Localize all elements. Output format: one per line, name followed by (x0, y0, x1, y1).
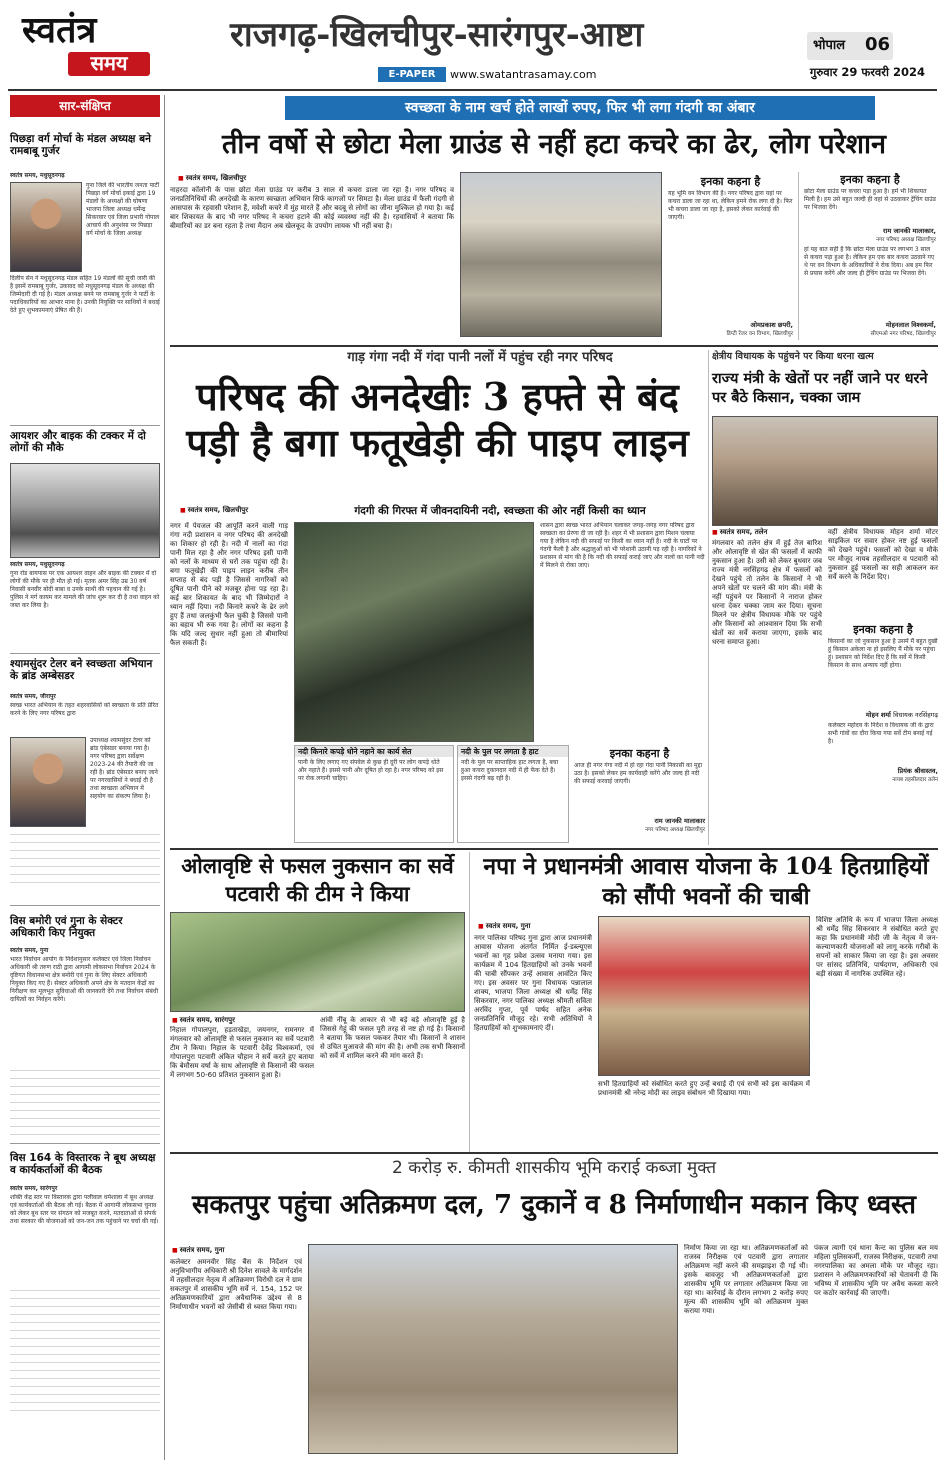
sidebar-item-headline: विस बमोरी एवं गुना के सेक्टर अधिकारी किए नियुक्त (10, 915, 123, 939)
section-rule (170, 345, 938, 347)
quote-title: इनका कहना है (840, 173, 900, 186)
story-hailstorm (170, 852, 465, 1152)
story-headline: ओलावृष्टि से फसल नुकसान का सर्वे पटवारी की टीम ने किया (181, 853, 454, 906)
section-rule (170, 848, 938, 850)
sidebar-item-body-cont (10, 1067, 160, 1137)
story-body: वहीं क्षेत्रीय विधायक मोहन शर्मा मोटर साइकिल पर सवार होकर नष्ट हुई फसलों को देखने पहुंचे। फसलों को देखा व मौके पर मौजूद नायब तहसीलदार व पटवारी को नुकसान हुई फसलों का सही आकलन कर सर्वे करने के निर्देश दिए। (828, 528, 938, 581)
story-body: कलेक्टर अमनवीर सिंह बैंस के निर्देशन एवं अनुविभागीय अधिकारी श्री दिनेश सावले के मार्गदर्शन में तहसीलदार नेतृत्व में अतिक्रमण विरोधी दल ने ग्राम सकतपुर में शासकीय भूमि सर्वे नं. 154, 152 पर अतिक्रमणकारियों द्वारा अवैधानिक उद्देश्य से 8 निर्माणाधीन भवनों को जेसीबी से ध्वस्त किया गया। (170, 1258, 302, 1311)
sidebar-item-body: गुना जिले की भारतीय जनता पार्टी पिछड़ा वर्ग मोर्चा इकाई द्वारा 19 मंडलों के अध्यक्षों की घोषणा भाजपा जिला अध्यक्ष धर्मेन्द्र सिकरवार एवं जिला प्रभारी गोपाल आचार्य की अनुशंसा पर पिछड़ा वर्ग मोर्चा के जिला अध्यक्ष (86, 182, 160, 237)
protest-photo (712, 416, 938, 526)
section-rule (170, 1152, 938, 1154)
quote-body: कलेक्टर महोदय के निर्देश व विधायक जी के द्वारा सभी गांवों का दौरा किया गया सर्वे टीम बनाई गई है। (828, 722, 934, 745)
quote-body: यह भूमि वन विभाग की है। नगर परिषद द्वारा यहां पर कचरा डाला जा रहा था, लेकिन हमने रोक लगा दी है। फिर भी कचरा डाला जा रहा है, इसको लेकर कार्रवाई की जाएगी। (668, 190, 793, 221)
quote-body: आज ही नगर गंगा नदी में हो रहा गंदा पानी निकासी का मुद्दा उठा है। इसको लेकर हम कार्यवाही करेंगे और जल्द ही नदी की सफाई करवाई जाएगी। (574, 762, 703, 785)
sidebar-item-headline: विस 164 के विस्तारक ने बूथ अध्यक्ष व कार्यकर्ताओं की बैठक (10, 1152, 156, 1176)
sidebar-divider (10, 425, 160, 426)
story-headline: नपा ने प्रधानमंत्री आवास योजना के 104 हितग्राहियों को सौंपी भवनों की चाबी (483, 853, 929, 910)
quote-name: ओमप्रकाश छपरी, (750, 321, 793, 329)
key-handover-photo (598, 916, 810, 1076)
sidebar-item-body: शक्ति केंद्र स्तर पर विस्तारक द्वारा पलीवाल धर्मशाला में बूथ अध्यक्ष एवं कार्यकर्ताओं की बैठक ली गई। बैठक में आगामी लोकसभा चुनाव को लेकर बूथ स्तर पर संगठन को मजबूत करने, मतदाताओं से संपर्क तथा सरकार की योजनाओं को जन-जन तक पहुंचाने पर चर्चा की गई। (10, 1194, 159, 1225)
side-box-title: नदी के पुल पर लगता है हाट (458, 746, 568, 757)
sidebar-item-byline: स्वतंत्र समय, मधुसूदनगढ़ (10, 561, 65, 568)
sidebar-item-body-cont (10, 1287, 160, 1417)
story-body: निर्माण किया जा रहा था। अतिक्रमणकर्ताओं को राजस्व निरीक्षक एवं पटवारी द्वारा लगातार अतिक्रमण नहीं करने की समझाइश दी गई थी। इसके बावजूद भी अतिक्रमणकर्ताओं द्वारा शासकीय भूमि पर लगातार अतिक्रमण किया जा रहा था। कार्रवाई के दौरान लगभग 2 करोड़ रुपए मूल्य की शासकीय भूमि को अतिक्रमण मुक्त कराया गया। (684, 1244, 808, 1315)
side-box-body: नदी के पुल पर साप्ताहिक हाट लगता है, बचा हुआ कचरा दुकानदार नदी में ही फेंक देते हैं। इससे गंदगी बढ़ रही है। (461, 759, 559, 782)
sidebar-divider (10, 1143, 160, 1144)
quote-designation: नगर परिषद अध्यक्ष खिलचीपुर (876, 237, 936, 243)
side-box (457, 745, 569, 843)
quote-name: राम जानकी मालाकार (654, 817, 705, 825)
epaper-strip (378, 67, 597, 82)
story-garbage (170, 124, 938, 344)
story-byline: ■ स्वतंत्र समय, सारंगपुर (172, 1016, 312, 1025)
sidebar-item-body: भारत निर्वाचन आयोग के निर्देशानुसार कलेक्टर एवं जिला निर्वाचन अधिकारी श्री तरुण राठी द्वारा आगामी लोकसभा निर्वाचन 2024 के दृष्टिगत विधानसभा क्षेत्र बमोरी एवं गुना के लिए सेक्टर अधिकारी नियुक्त किए गए हैं। सेक्टर अधिकारी अपने क्षेत्र के मतदान केंद्रों का निरीक्षण कर मूलभूत सुविधाओं की जानकारी देंगे तथा निर्वाचन संबंधी दायित्वों का निर्वहन करेंगे। (10, 956, 159, 1003)
quote-designation: नगर परिषद अध्यक्ष खिलचीपुर (645, 827, 705, 833)
quote-name: मोहनलाल विश्वकर्मा, (885, 321, 936, 329)
quote-designation: नायब तहसीलदार तलेन (892, 777, 938, 783)
quote-body: किसानों का जो नुकसान हुआ है उसमें मैं बहुत दुखी हूं किसान अकेला ना हो इसलिए मैं मौके पर पहुंचा हूं। प्रशासन को निर्देश दिए हैं कि सर्वे में किसी किसान के साथ अन्याय नहीं होगा। (828, 638, 938, 669)
issue-date: गुरुवार 29 फरवरी 2024 (809, 65, 925, 79)
story-headline: परिषद की अनदेखीः 3 हफ्ते से बंद (196, 374, 679, 419)
quote-name: प्रियंक श्रीवास्तव, (897, 767, 938, 775)
sidebar-title-text: सार-संक्षिप्त (59, 99, 111, 113)
story-byline: ■ स्वतंत्र समय, गुना (172, 1246, 292, 1255)
quote-body: छोटा मेला ग्राउंड पर कचरा पड़ा हुआ है। हमें भी शिकायत मिली है। हम उसे बहुत जल्दी ही वहां से उठवाकर ट्रेंचिंग ग्राउंड पर भिजवा देंगे। (804, 188, 936, 211)
region-title: राजगढ़-खिलचीपुर-सारंगपुर-आष्टा (230, 15, 644, 55)
sidebar-item-body: दिलीप सेन ने मधुसूदनगढ़ मंडल सहित 19 मंडलों की सूची जारी की है इसमें रामबाबू गुर्जर, उकावद को मधुसूदनगढ़ मंडल के अध्यक्ष की जिम्मेदारी दी गई है। मंडल अध्यक्ष बनने पर रामबाबू गुर्जर ने पार्टी के पदाधिकारियों का आभार माना है। उनकी नियुक्ति पर साथियों ने बधाई देते हुए शुभकामनाएं प्रेषित की हैं। (10, 275, 160, 314)
story-headline: तीन वर्षो से छोटा मेला ग्राउंड से नहीं हटा कचरे का ढेर, लोग परेशान (222, 129, 886, 160)
quote-title: इनका कहना है (853, 623, 913, 636)
story-encroachment (170, 1156, 938, 1460)
column-rule (469, 852, 470, 1152)
accident-photo (10, 463, 160, 558)
quote-name: राम जानकी मालाकार, (882, 227, 936, 235)
logo-bottom-text: समय (90, 51, 128, 75)
quote-name-text: मोहन शर्मा (865, 711, 891, 719)
epaper-label: E-PAPER (378, 67, 446, 82)
quote-designation: सीएमओ नगर परिषद, खिलचीपुर (870, 331, 936, 337)
sidebar-item-byline: स्वतंत्र समय, जीरापुर (10, 693, 56, 700)
story-kicker: क्षेत्रीय विधायक के पहुंचने पर किया धरना खत्म (712, 351, 874, 362)
demolition-photo (308, 1244, 678, 1454)
garbage-dump-photo (460, 172, 662, 337)
story-headline: पड़ी है बगा फतूखेड़ी की पाइप लाइन (186, 420, 689, 465)
logo (22, 10, 162, 80)
quote-name (828, 710, 938, 719)
story-pipeline (170, 350, 705, 850)
top-banner (285, 96, 875, 120)
masthead-rule (8, 89, 937, 91)
story-body: नगर में पेयजल की आपूर्ति करने वाली गाड़ गंगा नदी प्रशासन व नगर परिषद की अनदेखी का शिकार हो रही है। नदी में नालों का गंदा पानी मिल रहा है और नगर परिषद इसी पानी को नलों के माध्यम से घरों तक पहुंचा रही है। बगा फतूखेड़ी की पाइप लाइन करीब तीन सप्ताह से बंद पड़ी है जिससे नागरिकों को दूषित पानी पीने को मजबूर होना पड़ रहा है। कई बार शिकायत के बाद भी जिम्मेदारों ने ध्यान नहीं दिया। नदी किनारे कचरे के ढेर लगे हुए हैं तथा जलकुंभी फैल चुकी है जिससे पानी का बहाव भी रुक गया है। लोगों का कहना है कि यदि जल्द सुधार नहीं हुआ तो बीमारियां फैल सकती हैं। (170, 522, 288, 647)
story-byline: ■ स्वतंत्र समय, खिलचीपुर (178, 174, 428, 183)
website-text[interactable]: www.swatantrasamay.com (450, 68, 597, 81)
side-box-title: नदी किनारे कपड़े धोने नहाने का कार्य सेत (295, 746, 453, 757)
banner-text: स्वच्छता के नाम खर्च होते लाखों रुपए, फिर भी लगा गंदगी का अंबार (405, 100, 755, 116)
story-body: निहाल गोपालपुरा, हड़ताखेड़ा, जयनगर, रामनगर में मंगलवार को ओलावृष्टि से फसल नुकसान का सर्वे पटवारी टीम ने किया। निहाल के पटवारी देवेंद्र विश्वकर्मा, एवं गोपालपुरा पटवारी अंकित चौहान ने सर्वे करते हुए बताया कि बेमौसम वर्षा के साथ ओलावृष्टि से किसानों की फसल में लगभग 50-60 प्रतिशत नुकसान हुआ है। (170, 1026, 314, 1079)
story-body: विशिष्ट अतिथि के रूप में भाजपा जिला अध्यक्ष श्री धर्मेंद्र सिंह सिकरवार ने संबोधित करते हुए कहा कि प्रधानमंत्री मोदी जी के नेतृत्व में जन-कल्याणकारी योजनाओं को लागू करके गरीबों के सपनों को साकार किया जा रहा है। इस अवसर पर सांसद प्रतिनिधि, पार्षदगण, अधिकारी एवं बड़ी संख्या में नागरिक उपस्थित रहे। (816, 916, 938, 978)
quote-designation: विधायक नरसिंहगढ़ (893, 711, 938, 719)
sidebar-item-byline: स्वतंत्र समय, सारंगपुर (10, 1185, 58, 1192)
story-byline: ■ स्वतंत्र समय, तलेन (712, 528, 832, 537)
story-housing (474, 852, 938, 1152)
story-body: शासन द्वारा स्वच्छ भारत अभियान चलाकर जगह-जगह नगर परिषद द्वारा स्वच्छता का प्रेरणा दी जा रही है। शहर में भी प्रशासन द्वारा मिशन चलाया गया है लेकिन नदी की सफाई पर किसी का ध्यान नहीं है। नदी के घाटों पर गंदगी फैली है और श्रद्धालुओं को भी परेशानी उठानी पड़ रही है। नागरिकों ने प्रशासन से मांग की है कि नदी की सफाई कराई जाए और नालों का पानी नदी में मिलने से रोका जाए। (540, 522, 705, 569)
sidebar-rule (164, 95, 165, 1460)
sidebar-item-body: स्वच्छ भारत अभियान के तहत शहरवासियों को स्वच्छता के प्रति प्रेरित करने के लिए नगर परिषद द्वारा (10, 702, 159, 717)
sidebar-item-body-cont (10, 831, 160, 883)
column-rule (708, 350, 709, 845)
sidebar-divider (10, 653, 160, 654)
sidebar-title (10, 95, 160, 117)
story-kicker: गाड़ गंगा नदी में गंदा पानी नलों में पहुंच रही नगर परिषद (347, 350, 613, 365)
story-body: पंकज त्यागी एवं थाना कैन्ट का पुलिस बल मय महिला पुलिसकर्मी, राजस्व निरीक्षक, पटवारी तथा नगरपालिका का अमला मौके पर मौजूद रहा। प्रशासन ने अतिक्रमणकारियों को चेतावनी दी कि भविष्य में शासकीय भूमि पर अवैध कब्जा करने पर कठोर कार्रवाई की जाएगी। (814, 1244, 938, 1297)
quote-title: इनका कहना है (609, 747, 670, 760)
sidebar-person-photo (10, 182, 82, 272)
sidebar-item-byline: स्वतंत्र समय, गुना (10, 947, 49, 954)
city-label: भोपाल (813, 38, 846, 53)
quote-designation: डिप्टी रेंजर वन विभाग, खिलचीपुर (726, 331, 793, 337)
story-headline: राज्य मंत्री के खेतों पर नहीं जाने पर धरने पर बैठे किसान, चक्का जाम (712, 371, 928, 406)
sidebar (10, 95, 160, 1460)
story-headline: सकतपुर पहुंचा अतिक्रमण दल, 7 दुकानें व 8 निर्माणाधीन मकान किए ध्वस्त (191, 1190, 916, 1220)
story-farmers (712, 350, 938, 850)
quote-title: इनका कहना है (700, 175, 761, 188)
side-box-body: पानी के लिए लगाए गए संपवेल से कुछ ही दूरी पर लोग कपड़े धोते और नहाते हैं। इससे पानी और दूषित हो रहा है। नगर परिषद को इस पर रोक लगानी चाहिए। (298, 759, 444, 782)
sidebar-item-headline: श्यामसुंदर टेलर बने स्वच्छता अभियान के ब्रांड अम्बेसडर (10, 658, 153, 682)
story-body: मंगलवार को तलेन क्षेत्र में हुई तेज बारिश और ओलावृष्टि से खेत की फसलों में काफी नुकसान हुआ है। उसी को लेकर बुधवार जब राज्य मंत्री नरसिंहगढ़ क्षेत्र में फसलों को देखने पहुंचे तो तलेन के किसानों ने भी अपने खेतों पर चलने की मांग की। मंत्री के नहीं पहुंचने पर किसानों ने नाराज होकर धरना देकर चक्का जाम कर दिया। सूचना मिलने पर क्षेत्रीय विधायक मौके पर पहुंचे और किसानों को आश्वासन दिया कि सभी खेतों का सर्वे कराया जाएगा, इसके बाद धरना समाप्त हुआ। (712, 539, 822, 646)
story-byline: ■ स्वतंत्र समय, खिलचीपुर (180, 506, 290, 515)
page-info (795, 30, 925, 88)
sidebar-item-byline: स्वतंत्र समय, मधुसूदनगढ़ (10, 172, 65, 179)
story-body: नाहरदा कॉलोनी के पास छोटा मेला ग्राउंड पर करीब 3 साल से कचरा डाला जा रहा है। नगर परिषद व जनप्रतिनिधियों की अनदेखी के कारण स्वच्छता अभियान सिर्फ कागजों पर सिमटा है। मेला ग्राउंड में फैली गंदगी से आसपास के रहवासी परेशान हैं, मवेशी कचरे में मुंह मारते हैं और बदबू से लोगों का जीना मुश्किल हो गया है। कई बार शिकायत के बाद भी नगर परिषद ने कचरा हटाने की कोई व्यवस्था नहीं की है। रहवासियों ने बताया कि बीमारियों का डर बना रहता है तथा मैदान अब खेलकूद के उपयोग लायक भी नहीं बचा है। (170, 186, 454, 230)
story-subhead: गंदगी की गिरफ्त में जीवनदायिनी नदी, स्वच्छता की ओर नहीं किसी का ध्यान (354, 505, 646, 517)
field-survey-photo (170, 912, 465, 1012)
story-body: नगर पालिका परिषद गुना द्वारा आज प्रधानमंत्री आवास योजना अंतर्गत निर्मित ई-डब्ल्यूएस भवनों का गृह प्रवेश उत्सव मनाया गया। इस कार्यक्रम में 104 हितग्राहियों को उनके भवनों की चाबी सौंपकर उन्हें आवास आवंटित किए गए। इस अवसर पर गुना विधायक पन्नालाल शाक्य, भाजपा जिला अध्यक्ष श्री धर्मेंद्र सिंह सिकरवार, नगर पालिका अध्यक्ष श्रीमती सविता अरविंद गुप्ता, पूर्व पार्षद सहित अनेक जनप्रतिनिधि मौजूद रहे। सभी अतिथियों ने हितग्राहियों को शुभकामनाएं दीं। (474, 934, 592, 1032)
story-body: आंवी नींबू के आकार से भी बड़े बड़े ओलावृष्टि हुई है जिससे गेहूं की फसल पूरी तरह से नष्ट हो गई है। किसानों ने बताया कि फसल पककर तैयार थी। किसानों ने शासन से उचित मुआवजे की मांग की है। अभी तक सभी किसानों को सर्वे में शामिल करने की मांग करते हैं। (320, 1016, 465, 1060)
story-body: सभी हितग्राहियों को संबोधित करते हुए उन्हें बधाई दी एवं सभी को इस कार्यक्रम में प्रधानमंत्री श्री नरेन्द्र मोदी का लाइव संबोधन भी दिखाया गया। (598, 1080, 810, 1097)
sidebar-item-headline: आयशर और बाइक की टक्कर में दो लोगों की मौके (10, 430, 146, 454)
side-box (294, 745, 454, 843)
sidebar-item-body: उपाध्यक्ष श्यामसुंदर टेलर को ब्रांड एंबेसडर बनाया गया है। नगर परिषद द्वारा सर्वेक्षण 2023-24 की तैयारी की जा रही है। ब्रांड एंबेसडर बनाए जाने पर नगरवासियों ने बधाई दी है तथा स्वच्छता अभियान में सहयोग का संकल्प लिया है। (90, 737, 158, 800)
quote-body: हां यह बात सही है कि छोटा मेला ग्राउंड पर लगभग 3 साल से कचरा पड़ा हुआ है। लेकिन हम एक बार कचरा उठवाने गए थे पर वन विभाग के अधिकारियों ने रोक दिया। अब हम फिर से प्रयास करेंगे और जल्द ही ट्रेंचिंग ग्राउंड पर भिजवा देंगे। (804, 246, 935, 277)
logo-top-text: स्वतंत्र (22, 9, 97, 51)
sidebar-item-headline: पिछड़ा वर्ग मोर्चा के मंडल अध्यक्ष बने रामबाबू गुर्जर (10, 133, 151, 157)
polluted-river-photo (294, 522, 534, 742)
story-kicker: 2 करोड़ रु. कीमती शासकीय भूमि कराई कब्जा मुक्त (391, 1158, 717, 1178)
column-rule (798, 172, 799, 340)
sidebar-divider (10, 905, 160, 906)
page-number: 06 (865, 34, 891, 55)
ambassador-photo (10, 737, 86, 827)
sidebar-item-body: गुना रोड बायपास पर एक आयशर वाहन और बाइक की टक्कर में दो लोगों की मौके पर ही मौत हो गई। मृतक अमर सिंह उम्र 30 वर्ष निवासी बनवीर बोदी बाबा व उनके साथी की पहचान की गई है। पुलिस ने मर्ग कायम कर मामले की जांच शुरू कर दी है तथा वाहन को जब्त कर लिया है। (10, 570, 160, 609)
masthead (0, 0, 945, 88)
story-byline: ■ स्वतंत्र समय, गुना (478, 922, 598, 931)
